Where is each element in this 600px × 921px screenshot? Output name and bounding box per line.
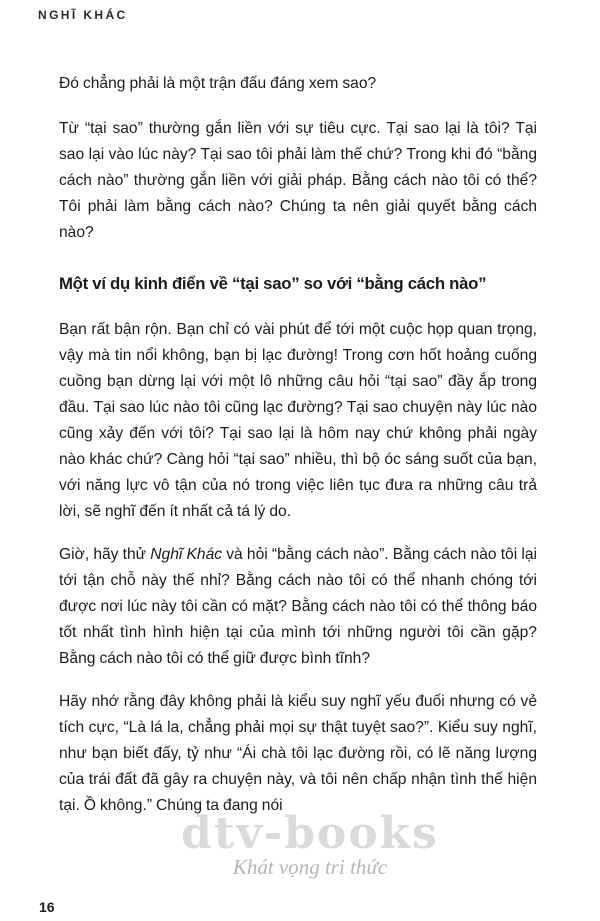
publisher-watermark: [150, 808, 470, 879]
page-number: 16: [39, 899, 55, 915]
book-title-italic: Nghĩ Khác: [150, 546, 223, 563]
paragraph-5: Hãy nhớ rằng đây không phải là kiểu suy nghĩ yếu đuối nhưng có vẻ tích cực, “Là lá la, chẳng phải mọi sự thật tuyệt sao?”. Kiểu suy nghĩ, như bạn biết đấy, tỷ như “Ái chà tôi lạc đường rồi, có lẽ năng lượng của trái đất đã gây ra chuyện này, và tôi nên chấp nhận tình thế hiện tại. Ồ không.” Chúng ta đang nói: [59, 693, 537, 814]
paragraph-2: Từ “tại sao” thường gắn liền với sự tiêu cực. Tại sao lại là tôi? Tại sao lại vào lúc này? Tại sao tôi phải làm thế chứ? Trong khi đó “bằng cách nào” thường gắn liền với giải pháp. Bằng cách nào tôi có thể? Tôi phải làm bằng cách nào? Chúng ta nên giải quyết bằng cách nào?: [59, 120, 537, 241]
paragraph-1: Đó chẳng phải là một trận đấu đáng xem sao?: [59, 75, 377, 92]
watermark-tagline: Khát vọng tri thức: [232, 855, 388, 879]
paragraph-3: Bạn rất bận rộn. Bạn chỉ có vài phút để tới một cuộc họp quan trọng, vậy mà tin nổi không, bạn bị lạc đường! Trong cơn hốt hoảng cuống cuồng bạn dừng lại với một lô những câu hỏi “tại sao” đầy ắp trong đầu. Tại sao lúc nào tôi cũng lạc đường? Tại sao chuyện này lúc nào cũng xảy đến với tôi? Tại sao lại là hôm nay chứ không phải ngày nào khác chứ? Càng hỏi “tại sao” nhiều, thì bộ óc sáng suốt của bạn, với năng lực vô tận của nó trong việc liên tục đưa ra những câu trả lời, sẽ nghĩ đến ít nhất cả tá lý do.: [59, 321, 537, 520]
running-header: NGHĨ KHÁC: [38, 8, 128, 22]
section-heading: Một ví dụ kinh điển về “tại sao” so với “bằng cách nào”: [59, 274, 487, 293]
paragraph-4: [59, 542, 537, 672]
watermark-brand: dtv-books: [181, 808, 439, 859]
paragraph-4-rest: và hỏi “bằng cách nào”. Bằng cách nào tôi lại tới tận chỗ này thế nhỉ? Bằng cách nào tôi có thể nhanh chóng tới được nơi lúc này tôi cần có mặt? Bằng cách nào tôi có thể thông báo tốt nhất tình hình hiện tại của mình tới những người tôi cần gặp? Bằng cách nào tôi có thể giữ được bình tĩnh?: [59, 546, 537, 667]
paragraph-4-lead: Giờ, hãy thử: [59, 546, 151, 563]
page-body: [59, 71, 537, 819]
